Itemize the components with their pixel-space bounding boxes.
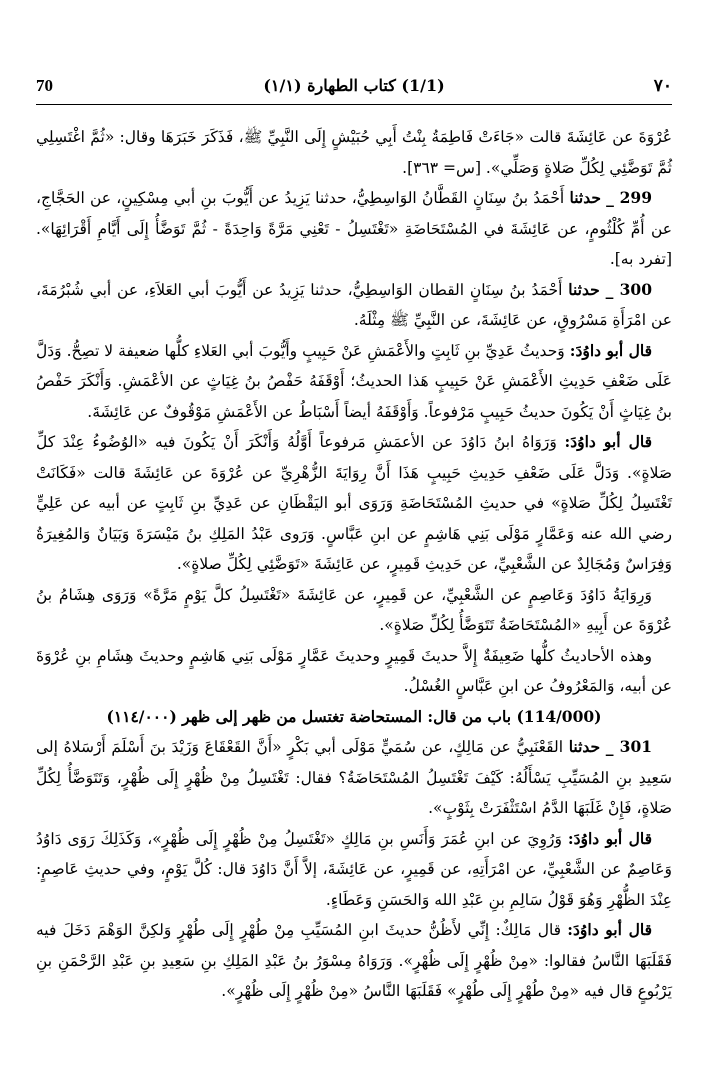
page-number-latin: 70 (36, 76, 53, 95)
hadith-text: أَحْمَدُ بنُ سِنَانٍ القَطَّانُ الوَاسِطِيُّ، حدثنا يَزِيدُ عن أَيُّوبَ بنِ أبي مِسْكِينٍ، عن الحَجَّاجِ، عن أُمِّ كُلْثُومٍ، عن عَائِشَةَ في المُسْتَحَاضَةِ «تَغْتَسِلُ - تَعْنِي مَرَّةً وَاحِدَةً - ثُمَّ تَوَضَّأُ إِلَى أَيَّامِ أَقْرَائِهَا». [تفرد به]. (36, 189, 672, 268)
paragraph-ahadith: وهذه الأحاديثُ كلُّها ضَعِيفَةٌ إِلاَّ حديثَ قَمِيرٍ وحديثَ عَمَّارٍ مَوْلَى بَنِي هَاشِمٍ وحديثَ هِشَامِ بنِ عُرْوَةَ عن أبيه، وَالمَعْرُوفُ عن ابنِ عَبَّاسٍ الغُسْلُ. (36, 646, 672, 695)
comment-lead: قال أبو داوُدَ: (569, 340, 652, 360)
hadith-number: 299 _ (606, 188, 652, 207)
paragraph-continuation: عُرْوَةَ عن عَائِشَةَ قالت «جَاءَتْ فَاطِمَةُ بِنْتُ أَبِي حُبَيْشٍ إِلَى النَّبِيِّ ﷺ، فَذَكَرَ خَبَرَهَا وقال: «ثُمَّ اغْتَسِلِي ثُمَّ تَوَضَّئِي لِكُلِّ صَلاةٍ وَصَلِّي». [س= ٣٦٣]. (36, 128, 672, 177)
hadith-301 (36, 732, 672, 824)
comment-abu-dawud-3 (36, 824, 672, 916)
comment-abu-dawud-2 (36, 427, 672, 580)
page-body (36, 122, 672, 1007)
header-rule (36, 104, 672, 105)
hadith-text: أَحْمَدُ بنُ سِنَانٍ القطان الوَاسِطِيُّ، حدثنا يَزِيدُ عن أَيُّوبَ أبي العَلاَءِ، عن أبي شُبْرُمَةَ، عن امْرَأَةِ مَسْرُوقٍ، عن عَائِشَةَ، عن النَّبِيِّ ﷺ مِثْلَهُ. (36, 280, 672, 329)
hadith-number: 300 _ (605, 279, 652, 299)
hadith-299 (36, 183, 672, 275)
page-header (36, 76, 672, 102)
comment-abu-dawud-4 (36, 915, 672, 1007)
comment-lead: قال أبو داوُدَ: (567, 828, 652, 848)
chapter-heading: (114/000) باب من قال: المستحاضة تغتسل من ظهر إلى ظهر (١١٤/٠٠٠) (106, 706, 602, 726)
hadith-text: القَعْنَبِيُّ عن مَالِكٍ، عن سُمَيٍّ مَوْلَى أبي بَكْرٍ «أَنَّ القَعْقَاعَ وَزَيْدَ بنَ أَسْلَمَ أَرْسَلاهُ إلى سَعِيدِ بنِ المُسَيِّبِ يَسْأَلُهُ: كَيْفَ تَغْتَسِلُ المُسْتَحَاضَةُ؟ فقال: تَغْتَسِلُ مِنْ ظُهْرٍ إِلَى ظُهْرٍ، وَتَتَوَضَّأُ لِكُلِّ صَلاةٍ، فَإِنْ غَلَبَهَا الدَّمُ اسْتَثْفَرَتْ بِثَوْبٍ». (36, 738, 672, 817)
hadith-number: 301 _ (605, 737, 653, 756)
hadith-300 (36, 275, 672, 336)
comment-lead: قال أبو داوُدَ: (567, 920, 652, 939)
paragraph-riwaya: وَرِوَايَةُ دَاوُدَ وَعَاصِمٍ عن الشَّعْبِيِّ، عن قَمِيرٍ، عن عَائِشَةَ «تَغْتَسِلُ كلَّ يَوْمٍ مَرَّةً» وَرَوَى هِشَامُ بنُ عُرْوَةَ عن أَبِيهِ «المُسْتَحَاضَةُ تَتَوَضَّأُ لِكُلِّ صَلاةٍ». (36, 585, 672, 634)
page-number-arabic: ٧٠ (653, 76, 672, 96)
comment-text: قال مَالِكٌ: إِنِّي لأَظُنُّ حديثَ ابنِ المُسَيِّبِ مِنْ طُهْرٍ إِلَى طُهْرٍ وَلكِنَّ الوَهْمَ دَخَلَ فيه فَقَلَبَهَا النَّاسُ فقالوا: «مِنْ ظُهْرٍ إِلَى ظُهْرٍ». وَرَوَاهُ مِسْوَرُ بنُ عَبْدِ المَلِكِ بنِ سَعِيدِ بنِ عَبْدِ الرَّحْمَنِ بنِ يَرْبُوعٍ قال فيه «مِنْ طُهْرٍ إِلَى طُهْرٍ» فَقَلَبَهَا النَّاسُ «مِنْ ظُهْرٍ إِلَى ظُهْرٍ». (36, 921, 672, 1000)
comment-abu-dawud-1 (36, 336, 672, 428)
comment-text: وَرُوِيَ عن ابنِ عُمَرَ وَأَنَسِ بنِ مَالِكٍ «تَغْتَسِلُ مِنْ ظُهْرٍ إِلَى ظُهْرٍ»، وَكَذَلِكَ رَوَى دَاوُدُ وَعَاصِمٌ عن الشَّعْبِيِّ، عن امْرَأَتِهِ، عن قَمِيرٍ، عن عَائِشَةَ، إلاَّ أَنَّ دَاوُدَ قال: كُلَّ يَوْمٍ، وفي حديثِ عَاصِمٍ: عِنْدَ الظُّهْرِ وَهُوَ قَوْلُ سَالِمِ بنِ عَبْدِ الله وَالحَسَنِ وَعَطَاءٍ. (36, 829, 672, 909)
running-title: (1/1) كتاب الطهارة (١/١) (263, 76, 445, 95)
hadith-lead: حدثنا (568, 279, 600, 299)
comment-text: وَحديثُ عَدِيِّ بنِ ثَابِتٍ والأَعْمَشِ عَنْ حَبِيبٍ وأَيُّوبَ أبي العَلاءِ كلُّها ضعيفة لا تصِحُّ. وَدَلَّ عَلَى ضَعْفِ حَدِيثِ الأَعْمَشِ عَنْ حَبِيبٍ هَذا الحديثُ؛ أَوْقَفَهُ حَفْصُ بنُ غِيَاثٍ عن الأعْمَشِ. وَأَنْكَرَ حَفْصُ بنُ غِيَاثٍ أَنْ يَكُونَ حديثُ حَبِيبٍ مَرْفوعاً. وَأَوْقَفَهُ أيضاً أَسْبَاطُ عن الأَعْمَشِ مَوْقُوفٌ عن عَائِشَةَ. (36, 341, 672, 421)
comment-lead: قال أبو داوُدَ: (564, 432, 652, 451)
comment-text: وَرَوَاهُ ابنُ دَاوُدَ عن الأعمَشِ مَرفوعاً أَوَّلُهُ وَأَنْكَرَ أَنْ يَكُونَ فيه «الوُضُوءُ عِنْدَ كلِّ صَلاةٍ». وَدَلَّ عَلَى ضَعْفِ حَدِيثِ حَبِيبٍ هَذَا أَنَّ رِوَايَةَ الزُّهْرِيِّ عن عُرْوَةَ عن عَائِشَةَ قالت «فَكَانَتْ تَغْتَسِلُ لِكُلِّ صَلاةٍ» في حديثِ المُسْتَحَاضَةِ وَرَوَى أبو اليَقْظَانِ عن عَدِيِّ بنِ ثَابِتٍ عن أبيه عن عَلِيٍّ رضي الله عنه وَعَمَّارٍ مَوْلَى بَنِي هَاشِمٍ عن ابنِ عَبَّاسٍ. وَرَوى عَبْدُ المَلِكِ بنُ مَيْسَرَةَ وَبَيَانٌ وَالمُغِيرَةُ وَفِرَاسٌ وَمُجَالِدٌ عن الشَّعْبِيِّ، عن حَدِيثِ قَمِيرٍ، عن عَائِشَةَ «تَوَضَّئِي لِكُلِّ صلاةٍ». (36, 433, 672, 573)
hadith-lead: حدثنا (569, 188, 601, 207)
hadith-lead: حدثنا (568, 737, 601, 756)
